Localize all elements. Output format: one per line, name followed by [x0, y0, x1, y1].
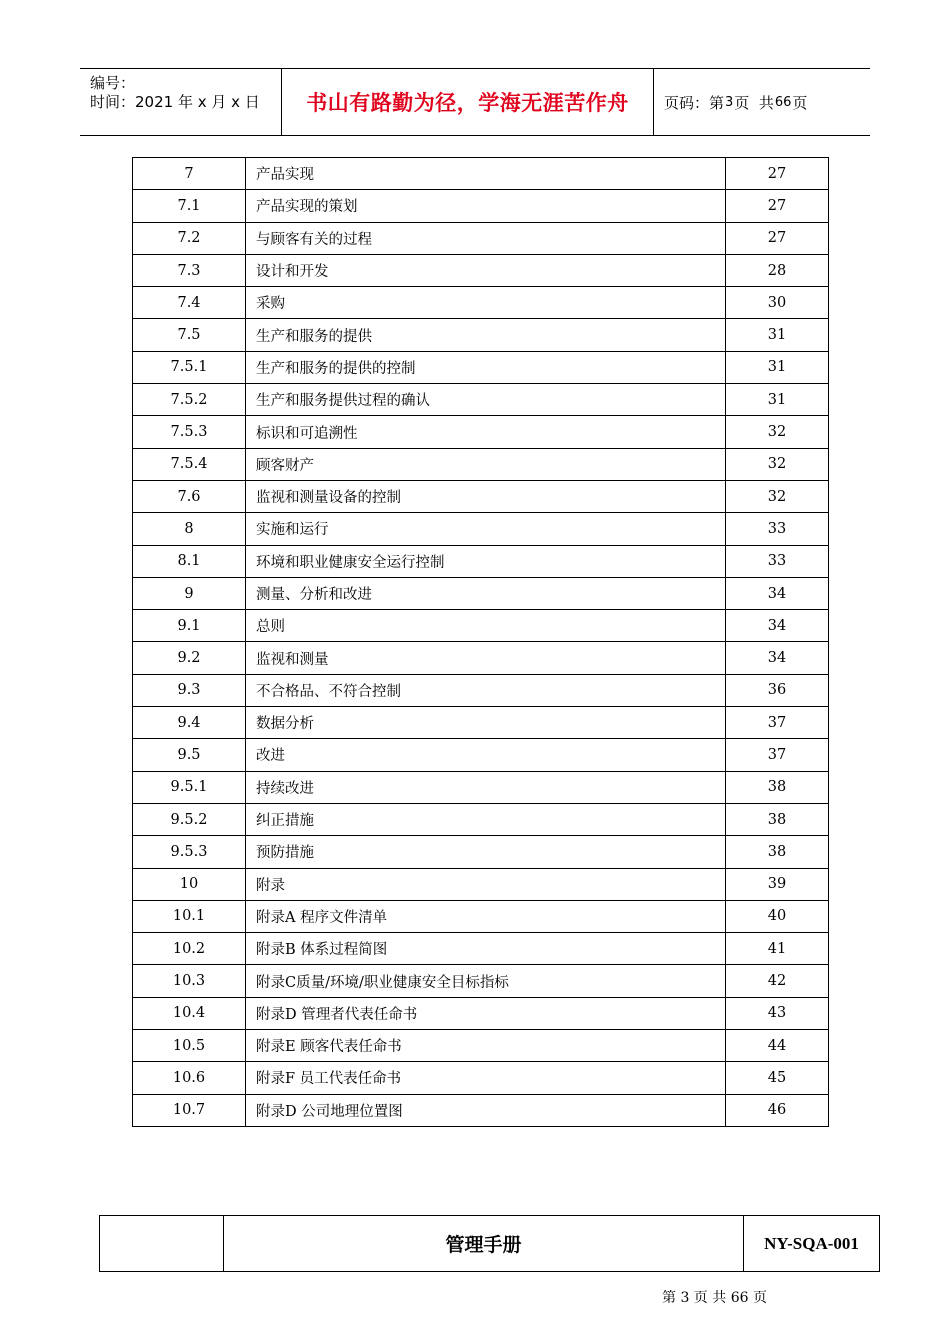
- toc-page-number: 32: [726, 448, 829, 480]
- toc-section-title: 纠正措施: [246, 803, 726, 835]
- toc-page-number: 27: [726, 222, 829, 254]
- header-meta: [80, 69, 282, 135]
- page-suffix: 页: [792, 93, 808, 112]
- toc-row: [133, 351, 829, 383]
- toc-section-number: 9.5.2: [133, 803, 246, 835]
- footer-blank-cell: [100, 1216, 224, 1271]
- toc-row: [133, 545, 829, 577]
- toc-section-number: 10.2: [133, 933, 246, 965]
- toc-row: [133, 707, 829, 739]
- toc-section-number: 10.1: [133, 900, 246, 932]
- toc-section-title: 顾客财产: [246, 448, 726, 480]
- toc-row: [133, 900, 829, 932]
- toc-page-number: 40: [726, 900, 829, 932]
- toc-row: [133, 416, 829, 448]
- toc-section-number: 7.1: [133, 190, 246, 222]
- footer-box: [99, 1215, 880, 1272]
- toc-section-number: 9: [133, 577, 246, 609]
- toc-section-number: 9.3: [133, 674, 246, 706]
- toc-row: [133, 384, 829, 416]
- toc-section-number: 8: [133, 513, 246, 545]
- toc-section-title: 总则: [246, 610, 726, 642]
- toc-section-title: 生产和服务的提供: [246, 319, 726, 351]
- toc-section-title: 数据分析: [246, 707, 726, 739]
- toc-page-number: 31: [726, 319, 829, 351]
- toc-page-number: 33: [726, 545, 829, 577]
- toc-page-number: 46: [726, 1094, 829, 1126]
- toc-page-number: 38: [726, 771, 829, 803]
- toc-section-title: 标识和可追溯性: [246, 416, 726, 448]
- toc-row: [133, 965, 829, 997]
- toc-section-number: 9.5.3: [133, 836, 246, 868]
- page-mid: 页 共: [734, 93, 774, 112]
- toc-row: [133, 836, 829, 868]
- toc-page-number: 43: [726, 997, 829, 1029]
- toc-page-number: 36: [726, 674, 829, 706]
- toc-row: [133, 933, 829, 965]
- toc-section-number: 8.1: [133, 545, 246, 577]
- toc-section-title: 采购: [246, 287, 726, 319]
- header-page-number: [654, 69, 870, 135]
- toc-page-number: 34: [726, 642, 829, 674]
- toc-page-number: 34: [726, 610, 829, 642]
- header-motto-cell: [282, 69, 654, 135]
- toc-section-number: 9.5: [133, 739, 246, 771]
- toc-page-number: 42: [726, 965, 829, 997]
- toc-section-number: 7.5.3: [133, 416, 246, 448]
- toc-section-title: 实施和运行: [246, 513, 726, 545]
- toc-row: [133, 868, 829, 900]
- toc-page-number: 39: [726, 868, 829, 900]
- toc-page-number: 37: [726, 707, 829, 739]
- toc-row: [133, 448, 829, 480]
- toc-page-number: 45: [726, 1062, 829, 1094]
- toc-section-title: 持续改进: [246, 771, 726, 803]
- toc-section-number: 7: [133, 158, 246, 190]
- toc-section-number: 10: [133, 868, 246, 900]
- toc-section-title: 产品实现的策划: [246, 190, 726, 222]
- toc-section-number: 10.7: [133, 1094, 246, 1126]
- manual-title: 管理手册: [224, 1216, 744, 1271]
- toc-section-number: 10.4: [133, 997, 246, 1029]
- page-total: 66: [774, 94, 792, 110]
- toc-page-number: 31: [726, 351, 829, 383]
- page-header: [80, 68, 870, 136]
- toc-section-title: 附录E 顾客代表任命书: [246, 1030, 726, 1062]
- toc-section-title: 预防措施: [246, 836, 726, 868]
- toc-section-number: 7.6: [133, 480, 246, 512]
- toc-section-title: 环境和职业健康安全运行控制: [246, 545, 726, 577]
- toc-page-number: 41: [726, 933, 829, 965]
- toc-row: [133, 158, 829, 190]
- toc-page-number: 37: [726, 739, 829, 771]
- toc-row: [133, 480, 829, 512]
- toc-section-number: 10.3: [133, 965, 246, 997]
- toc-row: [133, 287, 829, 319]
- toc-page-number: 32: [726, 480, 829, 512]
- motto-text: 书山有路勤为径，学海无涯苦作舟: [306, 91, 629, 115]
- toc-page-number: 38: [726, 836, 829, 868]
- toc-row: [133, 1030, 829, 1062]
- toc-page-number: 44: [726, 1030, 829, 1062]
- toc-section-title: 附录B 体系过程简图: [246, 933, 726, 965]
- toc-section-number: 7.5: [133, 319, 246, 351]
- toc-section-number: 7.4: [133, 287, 246, 319]
- toc-section-title: 附录F 员工代表任命书: [246, 1062, 726, 1094]
- page-footer-number: 第 3 页 共 66 页: [662, 1290, 767, 1306]
- toc-section-title: 监视和测量设备的控制: [246, 480, 726, 512]
- toc-row: [133, 771, 829, 803]
- toc-row: [133, 190, 829, 222]
- toc-section-title: 不合格品、不符合控制: [246, 674, 726, 706]
- toc-section-title: 设计和开发: [246, 254, 726, 286]
- page-prefix: 页码：第: [664, 93, 725, 112]
- toc-row: [133, 319, 829, 351]
- time-label: 时间：2021 年 x 月 x 日: [90, 93, 260, 111]
- toc-section-number: 9.5.1: [133, 771, 246, 803]
- toc-table: [132, 157, 829, 1127]
- toc-section-number: 7.5.1: [133, 351, 246, 383]
- toc-row: [133, 577, 829, 609]
- toc-row: [133, 739, 829, 771]
- toc-row: [133, 1094, 829, 1126]
- toc-section-title: 附录C质量/环境/职业健康安全目标指标: [246, 965, 726, 997]
- toc-row: [133, 222, 829, 254]
- toc-section-title: 生产和服务的提供的控制: [246, 351, 726, 383]
- toc-body: [133, 158, 829, 1127]
- toc-section-number: 7.5.4: [133, 448, 246, 480]
- toc-row: [133, 610, 829, 642]
- toc-section-title: 附录D 公司地理位置图: [246, 1094, 726, 1126]
- toc-section-title: 附录: [246, 868, 726, 900]
- toc-row: [133, 997, 829, 1029]
- toc-page-number: 32: [726, 416, 829, 448]
- toc-page-number: 31: [726, 384, 829, 416]
- number-label: 编号：: [90, 74, 136, 92]
- toc-section-number: 9.1: [133, 610, 246, 642]
- toc-section-title: 附录A 程序文件清单: [246, 900, 726, 932]
- toc-section-number: 7.2: [133, 222, 246, 254]
- toc-row: [133, 642, 829, 674]
- toc-section-number: 10.6: [133, 1062, 246, 1094]
- document-code: NY-SQA-001: [764, 1233, 859, 1253]
- toc-section-title: 与顾客有关的过程: [246, 222, 726, 254]
- page-current: 3: [725, 94, 734, 110]
- toc-page-number: 28: [726, 254, 829, 286]
- toc-page-number: 27: [726, 190, 829, 222]
- toc-section-title: 监视和测量: [246, 642, 726, 674]
- toc-row: [133, 674, 829, 706]
- toc-row: [133, 1062, 829, 1094]
- toc-section-number: 9.4: [133, 707, 246, 739]
- toc-page-number: 33: [726, 513, 829, 545]
- toc-page-number: 38: [726, 803, 829, 835]
- toc-row: [133, 803, 829, 835]
- toc-row: [133, 254, 829, 286]
- toc-section-number: 7.3: [133, 254, 246, 286]
- toc-page-number: 30: [726, 287, 829, 319]
- toc-page-number: 27: [726, 158, 829, 190]
- toc-row: [133, 513, 829, 545]
- toc-section-title: 生产和服务提供过程的确认: [246, 384, 726, 416]
- toc-section-number: 7.5.2: [133, 384, 246, 416]
- toc-section-title: 附录D 管理者代表任命书: [246, 997, 726, 1029]
- toc-section-title: 测量、分析和改进: [246, 577, 726, 609]
- toc-section-title: 产品实现: [246, 158, 726, 190]
- toc-page-number: 34: [726, 577, 829, 609]
- toc-section-number: 9.2: [133, 642, 246, 674]
- toc-section-number: 10.5: [133, 1030, 246, 1062]
- toc-section-title: 改进: [246, 739, 726, 771]
